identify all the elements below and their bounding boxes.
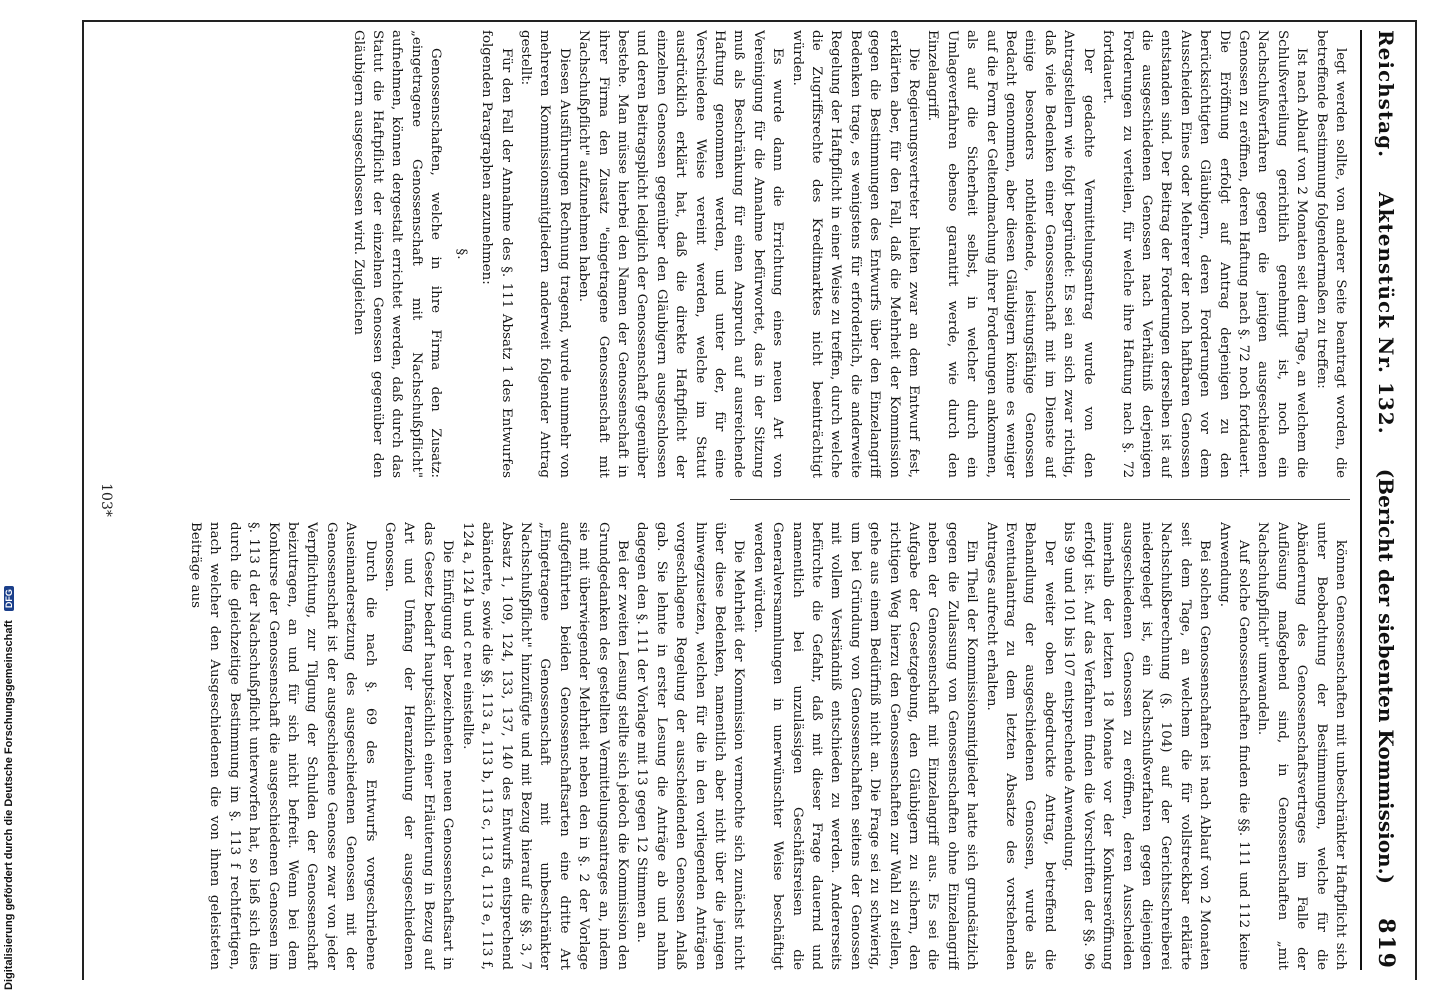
credit-bar <box>0 0 22 1000</box>
footer-signature: 103* <box>98 483 114 517</box>
header-right-title: (Bericht der siebenten Kommission.) <box>1374 468 1398 885</box>
paragraph: Durch die nach §. 69 des Entwurfs vorgeschriebene Auseinandersetzung des ausgeschiedenen Genossen mit der Genossenschaft ist der ausgeschiedene Genosse zwar von jeder Verpflichtung, zur Tilgung der Schulden der Genossenschaft beizutragen, an und für sich nicht befreit. Wenn bei dem Konkurse der Genossenschaft die ausgeschiedenen Genossen im §. 113 d der Nachschußpflicht unterworfen hat, so ließ sich dies durch die gleichzeitige Bestimmung im §. 113 f rechtfertigen, nach welcher den Ausgeschiedenen die von ihnen geleisteten Beiträge aus <box>188 522 378 970</box>
paragraph: Ist nach Ablauf von 2 Monaten seit dem Tage, an welchem die Schlußverteilung gerichtlich genehmigt ist, noch ein Nachschußverfahren gegen die jenigen ausgeschiedenen Genossen zu eröffnen, deren Haftung nach §. 72 noch fortdauert. Die Eröffnung erfolgt auf Antrag derjenigen zu den berücksichtigten Gläubigern, deren Forderungen vor dem Ausscheiden Eines oder Mehrerer der noch haftbaren Genossen entstanden sind. Der Beitrag der Forderungen derselben ist auf die ausgeschiedenen Genossen nach Verhältniß derjenigen Forderungen zu verteilen, für welche ihre Haftung nach §. 72 fortdauert. <box>1100 30 1310 478</box>
header-center: Aktenstück Nr. 132. <box>1374 192 1398 435</box>
paragraph: legt werden sollte, von anderer Seite beantragt worden, die betreffende Bestimmung folgendermaßen zu treffen: <box>1313 30 1348 478</box>
paragraph: können Genossenschaften mit unbeschränkter Haftpflicht sich unter Beobachtung der Bestimmungen, welche für die Abänderung des Genossenschaftsvertrages im Falle der Auflösung maßgebend sind, in Genossenschaften „mit Nachschußpflicht" umwandeln. <box>1255 522 1348 970</box>
paragraph: Genossenschaften, welche in ihre Firma den Zusatz: „eingetragene Genossenschaft mit Nachschußpflicht" aufnehmen, können dergestalt errichtet werden, daß durch das Statut die Haftpflicht der einzelnen Genossen gegenüber den Gläubigern ausgeschlossen wird. Zugleichen <box>350 30 444 478</box>
rotated-page <box>90 30 1410 970</box>
credit-label: Digitalisierung gefördert durch die Deutsche Forschungsgemeinschaft <box>3 620 15 990</box>
paragraph: §. <box>453 248 469 260</box>
paragraph: Bei solchen Genossenschaften ist nach Ablauf von 2 Monaten seit dem Tage, an welchem die für vollstreckbar erklärte Nachschußberechnung (§. 104) auf der Gerichtsschreiberei niedergelegt ist, ein Nachschußverfahren gegen diejenigen ausgeschiedenen Genossen zu eröffnen, deren Ausscheiden innerhalb der letzten 18 Monate vor der Konkurseröffnung erfolgt ist. Auf das Verfahren finden die Vorschriften der §§. 96 bis 99 und 101 bis 107 entsprechende Anwendung. <box>1061 522 1213 970</box>
column-divider <box>730 499 1350 500</box>
dfg-logo: DFG <box>4 586 14 611</box>
paragraph: Der gedachte Vermittelungsantrag wurde von den Antragstellern wie folgt begründet: Es sei an sich zwar richtig, daß viele Bedenken einer Genossenschaft mit im Dienste auf einige besonders nothleidende, leistungsfähige Genossen Bedacht genommen, aber diesen Gläubigern könne es weniger auf die Form der Geltendmachung ihrer Forderungen ankommen, als auf die Sicherheit selbst, in welcher durch ein Umlageverfahren ebenso garantirt werde, wie durch den Einzelangriff. <box>925 30 1096 478</box>
left-column <box>110 30 1350 478</box>
paragraph: Diesen Ausführungen Rechnung tragend, wurde nunmehr von mehreren Kommissionsmitgliedern anderweit folgender Antrag gestellt: <box>517 30 572 478</box>
paragraph: Es wurde dann die Errichtung eines neuen Art von Vereinigung für die Annahme befürwortet, das in der Sitzung muß als Beschränkung für einen Anspruch auf ausreichende Haftung genommen werden, und unter der, für eine Verschiedene Weise vereint werden, welche im Statut ausdrücklich erklärt hat, daß die direkte Haftpflicht der einzelnen Genossen gegenüber den Gläubigern ausgeschlossen und deren Beitragsplicht lediglich der Genossenschaft gegenüber bestehe. Man müsse hierbei den Namen der Genossenschaft in ihrer Firma den Zusatz "eingetragene Genossenschaft mit Nachschußpflicht" aufzunehmen haben. <box>576 30 786 478</box>
paragraph: Auf solche Genossenschaften finden die §§. 111 und 112 keine Anwendung. <box>1216 522 1251 970</box>
paragraph: Die Einfügung der bezeichneten neuen Genossenschaftsart in das Gesetz bedarf hauptsächlich einer Erläuterung in Bezug auf Art und Umfang der Heranziehung der ausgeschiedenen Genossen. <box>382 522 456 970</box>
scan-frame-top <box>82 20 1417 22</box>
scan-frame-right <box>1415 20 1417 980</box>
paragraph: Die Mehrheit der Kommission vermochte sich zunächst nicht über diese Bedenken, namentlich aber nicht über die jenigen hinwegzusetzen, welchen für die in den vorliegenden Anträgen vorgeschlagene Regelung der ausscheidenden Genossen Anlaß gab. Sie lehnte in erster Lesung die Anträge ab und nahm dagegen den §. 111 der Vorlage mit 13 gegen 12 Stimmen an. <box>634 522 747 970</box>
page-number: 819 <box>1373 918 1399 970</box>
right-column <box>110 522 1350 970</box>
scan-frame-left <box>82 20 84 980</box>
paragraph: Für den Fall der Annahme des §. 111 Absatz 1 des Entwurfes folgenden Paragraphen anzunehmen: <box>479 30 514 478</box>
paragraph: Die Regierungsvertreter hielten zwar an dem Entwurf fest, erklärten aber, für den Fall, daß die Mehrheit der Kommission gegen die Bestimmungen des Entwurfs über den Einzelangriff Bedenken trage, es wenigstens für erforderlich, die anderweite Regelung der Haftpflicht in einer Weise zu treffen, durch welche die Zugriffsrechte des Kreditmarktes nicht beeinträchtigt würden. <box>789 30 922 478</box>
header-left: Reichstag. <box>1374 30 1398 159</box>
page-content <box>90 30 1410 970</box>
page-header <box>1360 30 1410 970</box>
credit-text <box>3 586 15 990</box>
paragraph: Bei der zweiten Lesung stellte sich jedoch die Kommission den Grundgedanken des gestellten Vermittelungsantrages an, indem sie mit überwiegender Mehrheit neben den in §. 2 der Vorlage aufgeführten beiden Genossenschaftsarten eine dritte Art „Eingetragene Genossenschaft mit unbeschränkter Nachschußpflicht" hinzufügte und mit Bezug hierauf die §§. 3, 7 Absatz 1, 109, 124, 133, 137, 140 des Entwurfs entsprechend abänderte, sowie die §§. 113 a, 113 b, 113 c, 113 d, 113 e, 113 f, 124 a, 124 b und c neu einstellte. <box>459 522 630 970</box>
paragraph: Der weiter oben abgedruckte Antrag, betreffend die Behandlung der ausgeschiedenen Genossen, wurde als Eventualantrag zu dem letzten Absatze des vorstehenden Antrages aufrecht erhalten. <box>983 522 1057 970</box>
paragraph: Ein Theil der Kommissionsmitglieder hatte sich grundsätzlich gegen die Zulassung von Genossenschaften ohne Einzelangriff neben der Genossenschaft mit Einzelangriff aus. Es sei die Aufgabe der Gesetzgebung, den Gläubigern zu sichern, den richtigen Weg hierzu den Genossenschaften zur Wahl zu stellen, gehe aus einem Bedürfniß nicht an. Die Frage sei zu schwierig, um bei Gründung von Genossenschaften seitens der Genossen mit vollem Verständniß entschieden zu werden. Andererseits befürchte die Gefahr, daß mit dieser Frage dauernd und namentlich bei unzulässigen Geschäftsreisen die Generalversammlungen in unerwünschter Weise beschäftigt werden würden. <box>750 522 980 970</box>
